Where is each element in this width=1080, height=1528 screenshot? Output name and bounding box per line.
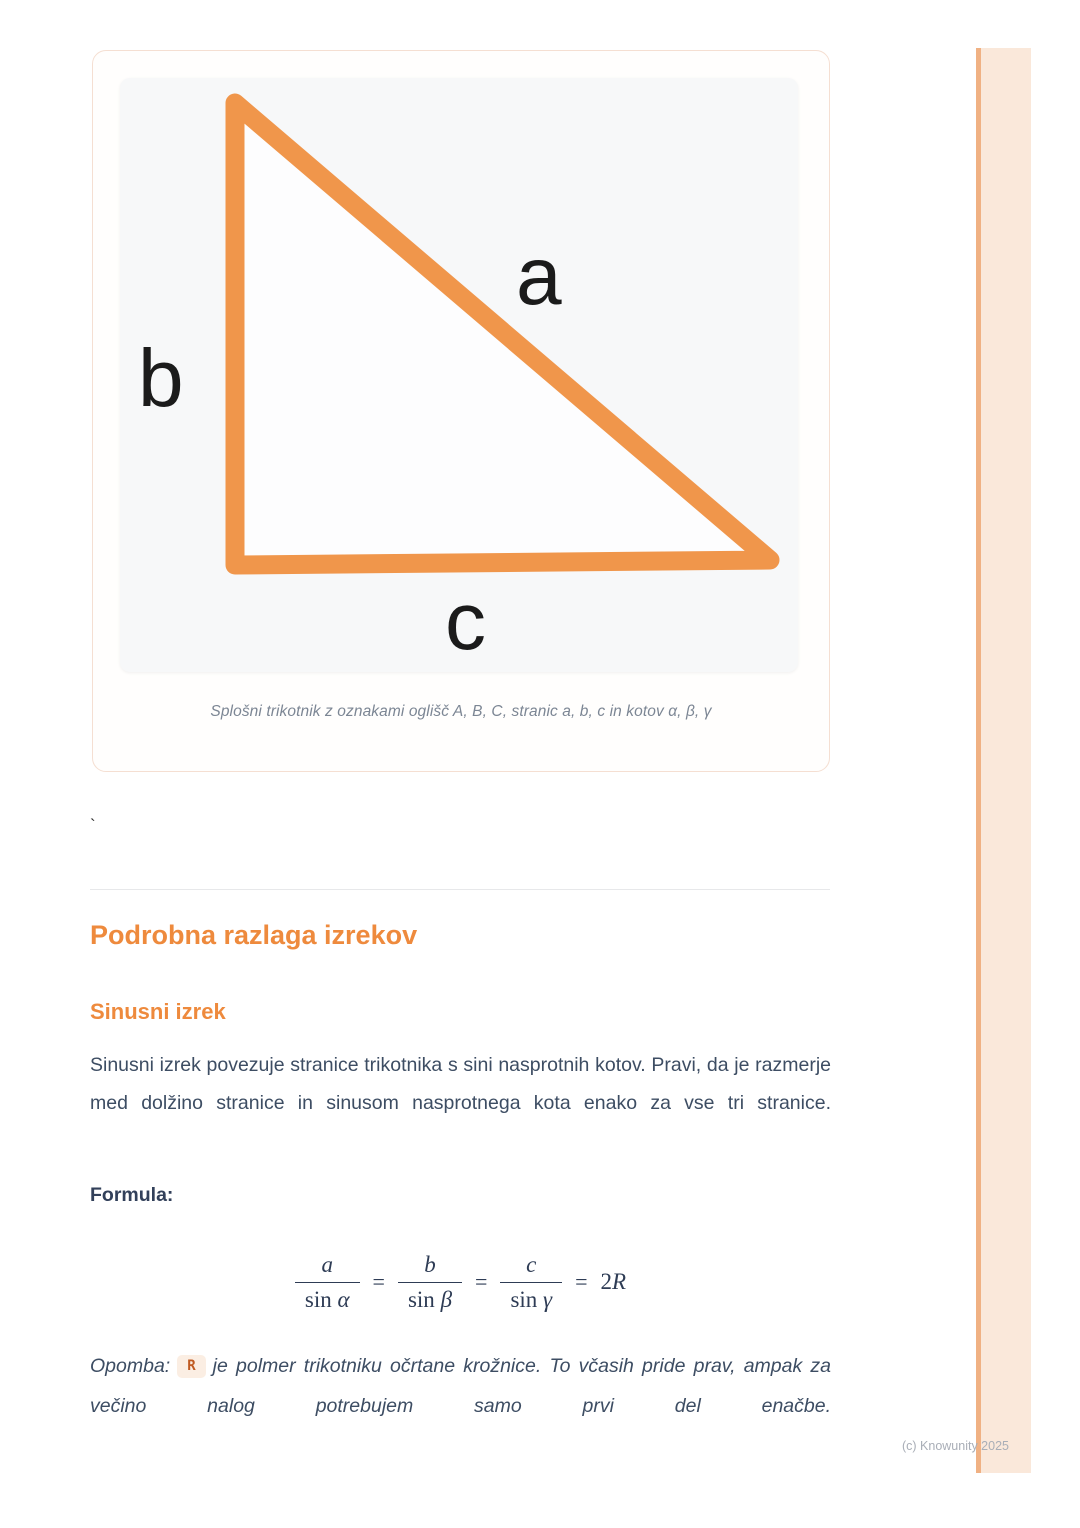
- equals-sign: =: [475, 1269, 488, 1294]
- side-label-a: a: [516, 231, 562, 322]
- copyright-notice: (c) Knowunity 2025: [901, 1439, 1009, 1453]
- stray-backtick-text: `: [90, 816, 96, 835]
- side-label-b: b: [138, 333, 184, 424]
- decorative-side-bar: [976, 48, 1031, 1473]
- section-divider: [90, 889, 830, 890]
- sin-fn: sin: [407, 1286, 435, 1312]
- formula-result-2R: [601, 1269, 627, 1295]
- denominator-sin-alpha: [295, 1282, 360, 1313]
- figure-caption: Splošni trikotnik z oznakami oglišč A, B, C, stranic a, b, c in kotov α, β, γ: [210, 703, 712, 720]
- side-bar-stripe: [976, 48, 981, 1473]
- radius-code-badge: R: [177, 1355, 205, 1378]
- section-title: Podrobna razlaga izrekov: [90, 920, 418, 950]
- subsection-title: Sinusni izrek: [90, 999, 226, 1024]
- coefficient-2: 2: [600, 1269, 613, 1294]
- numerator-a: a: [321, 1251, 333, 1277]
- triangle-image-panel: [120, 78, 798, 672]
- denominator-sin-beta: [398, 1282, 462, 1313]
- beta-var: β: [440, 1286, 453, 1312]
- equals-sign: =: [575, 1269, 588, 1294]
- triangle-shape: [235, 103, 770, 565]
- numerator-c: c: [526, 1251, 537, 1277]
- note-paragraph: [90, 1346, 831, 1466]
- triangle-figure-card: [92, 50, 830, 772]
- triangle-diagram: [120, 78, 798, 672]
- alpha-var: α: [337, 1286, 350, 1312]
- note-text: je polmer trikotniku očrtane krožnice. To včasih pride prav, ampak za večino nalog potrebujem samo prvi del enačbe.: [90, 1355, 831, 1417]
- note-label: Opomba:: [90, 1355, 171, 1377]
- denominator-sin-gamma: [500, 1282, 562, 1313]
- side-label-c: c: [445, 576, 486, 667]
- fraction-c-over-sin-gamma: [500, 1252, 562, 1313]
- numerator-b: b: [424, 1251, 436, 1277]
- equals-sign: =: [372, 1269, 385, 1294]
- gamma-var: γ: [543, 1286, 553, 1312]
- fraction-b-over-sin-beta: [398, 1252, 462, 1313]
- sine-theorem-formula: [90, 1244, 831, 1320]
- sin-fn: sin: [510, 1286, 538, 1312]
- formula-label: Formula:: [90, 1184, 174, 1206]
- fraction-a-over-sin-alpha: [295, 1252, 360, 1313]
- sine-theorem-paragraph: Sinusni izrek povezuje stranice trikotnika s sini nasprotnih kotov. Pravi, da je razmerje med dolžino stranice in sinusom nasprotnega kota enako za vse tri stranice.: [90, 1054, 831, 1114]
- radius-var: R: [612, 1269, 627, 1294]
- sin-fn: sin: [304, 1286, 332, 1312]
